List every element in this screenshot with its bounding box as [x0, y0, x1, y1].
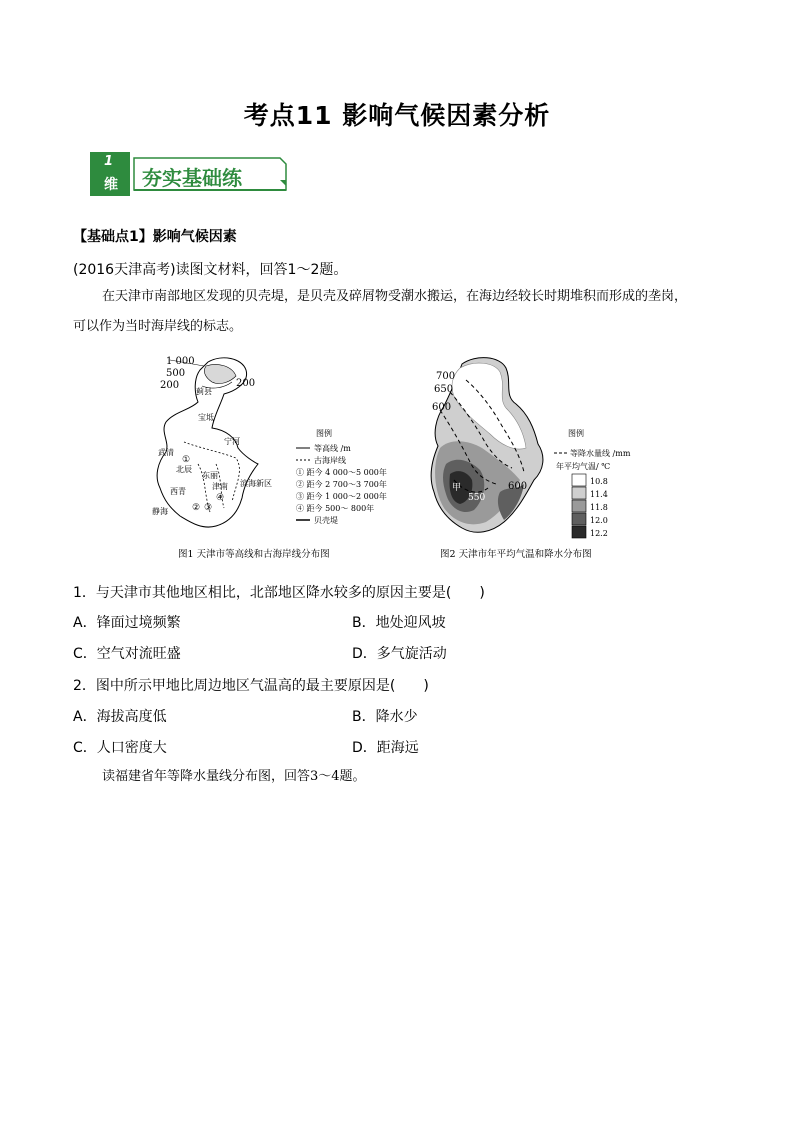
tianjin-climate-map — [420, 352, 660, 564]
place-beichen: 北辰 — [176, 465, 192, 474]
q2-option-a[interactable]: A．海拔高度低 — [73, 709, 167, 725]
place-ninghe: 宁河 — [224, 437, 240, 446]
temp-swatch-label: 12.2 — [590, 529, 608, 538]
temp-swatch — [572, 487, 586, 499]
section-banner — [90, 150, 290, 198]
temp-swatch — [572, 526, 586, 538]
temp-swatch — [572, 500, 586, 512]
q1-option-d[interactable]: D．多气旋活动 — [352, 646, 447, 662]
q1-option-a[interactable]: A．锋面过境频繁 — [73, 615, 181, 631]
temp-swatch-label: 11.4 — [590, 490, 608, 499]
place-jixian: 蓟县 — [196, 387, 212, 396]
marker-1: ① — [182, 455, 191, 465]
q2-option-c[interactable]: C．人口密度大 — [73, 740, 167, 756]
temp-swatch — [572, 474, 586, 486]
material-line-1: 在天津市南部地区发现的贝壳堤，是贝壳及碎屑物受潮水搬运，在海边经较长时期堆积而形成的垄岗， — [102, 289, 688, 304]
temp-swatch-label: 12.0 — [590, 516, 608, 525]
page-title: 考点11 影响气候因素分析 — [243, 101, 551, 130]
figure1-legend-title: 图例 — [316, 429, 332, 438]
next-instruction: 读福建省年等降水量线分布图，回答3～4题。 — [102, 769, 366, 784]
legend-temp: 年平均气温/ ℃ — [556, 462, 611, 471]
legend-period-2: ② 距今 2 700～3 700年 — [296, 480, 387, 489]
place-jinghai: 静海 — [152, 507, 168, 516]
place-baodi: 宝坻 — [198, 413, 214, 422]
isohyet-600-b: 600 — [508, 481, 528, 492]
temp-legend-swatches — [572, 474, 608, 538]
q2-option-d[interactable]: D．距海远 — [352, 740, 419, 756]
marker-4: ④ — [216, 493, 225, 503]
question-2-stem: 2．图中所示甲地比周边地区气温高的最主要原因是( ) — [73, 678, 429, 694]
temp-swatch-label: 10.8 — [590, 477, 608, 486]
legend-contour: 等高线 /m — [314, 444, 351, 453]
legend-period-3: ③ 距今 1 000～2 000年 — [296, 492, 387, 501]
figure2-legend-title: 图例 — [568, 429, 584, 438]
marker-3: ③ — [204, 503, 213, 513]
place-jinnan: 津南 — [212, 482, 228, 491]
q2-option-b[interactable]: B．降水少 — [352, 709, 418, 725]
material-line-2: 可以作为当时海岸线的标志。 — [73, 319, 243, 334]
q1-option-b[interactable]: B．地处迎风坡 — [352, 615, 446, 631]
q1-option-c[interactable]: C．空气对流旺盛 — [73, 646, 181, 662]
legend-period-1: ① 距今 4 000～5 000年 — [296, 468, 387, 477]
legend-isohyet: 等降水量线 /mm — [570, 449, 631, 458]
question-1-stem: 1．与天津市其他地区相比，北部地区降水较多的原因主要是( ) — [73, 585, 485, 601]
figure-2 — [420, 352, 660, 564]
banner-wei: 维 — [104, 177, 118, 193]
temp-swatch — [572, 513, 586, 525]
place-jia: 甲 — [452, 483, 462, 493]
banner-label: 夯实基础练 — [142, 166, 242, 190]
place-binhai: 滨海新区 — [240, 479, 272, 488]
legend-shell-ridge: 贝壳堤 — [314, 516, 338, 525]
figure-2-caption: 图2 天津市年平均气温和降水分布图 — [440, 549, 592, 560]
place-wuqing: 武清 — [158, 448, 174, 457]
contour-label-200-b: 200 — [236, 378, 256, 389]
legend-period-4: ④ 距今 500～ 800年 — [296, 504, 375, 513]
isohyet-650: 650 — [434, 384, 454, 395]
section-heading: 【基础点1】影响气候因素 — [73, 229, 237, 245]
figure-1 — [140, 352, 420, 564]
contour-label-1000: 1 000 — [166, 356, 195, 367]
isohyet-600-a: 600 — [432, 402, 452, 413]
contour-label-200-a: 200 — [160, 380, 180, 391]
place-dongli: 东丽 — [202, 471, 218, 480]
source-line: (2016天津高考)读图文材料，回答1～2题。 — [73, 262, 348, 278]
marker-2: ② — [192, 503, 201, 513]
tianjin-contour-map — [140, 352, 420, 564]
figure-1-caption: 图1 天津市等高线和古海岸线分布图 — [178, 549, 330, 560]
isohyet-700: 700 — [436, 371, 456, 382]
legend-coastline: 古海岸线 — [314, 456, 346, 465]
contour-label-500: 500 — [166, 368, 186, 379]
temp-swatch-label: 11.8 — [590, 503, 608, 512]
isohyet-550: 550 — [468, 493, 486, 503]
place-xiqing: 西青 — [170, 487, 186, 496]
banner-number: 1 — [104, 154, 114, 169]
